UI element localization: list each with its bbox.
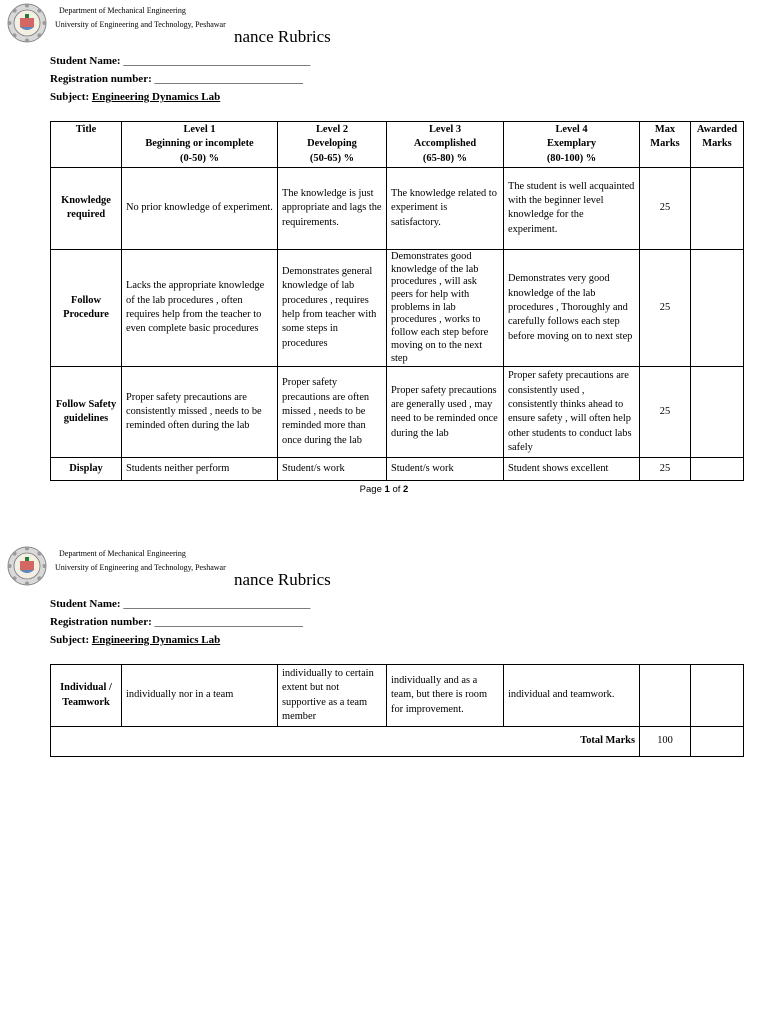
row-awarded-marks[interactable]: [691, 665, 744, 727]
registration-label: Registration number:: [50, 616, 152, 628]
university-logo: [7, 3, 47, 43]
row-level-1: Proper safety precautions are consistently missed , needs to be reminded often during the lab: [122, 367, 278, 458]
row-awarded-marks[interactable]: [691, 458, 744, 481]
total-marks-value: 100: [640, 727, 691, 757]
department-name: Department of Mechanical Engineering: [59, 549, 186, 558]
page-2: [0, 543, 768, 783]
subject-value: Engineering Dynamics Lab: [91, 634, 221, 646]
university-logo: [7, 546, 47, 586]
page-footer: [0, 484, 768, 495]
rubric-table: [50, 121, 744, 481]
page-current: 1: [384, 484, 390, 495]
header-level-3: [387, 122, 504, 168]
row-level-4: Student shows excellent: [504, 458, 640, 481]
student-name-field: [50, 597, 310, 611]
level-1-name: Level 1: [183, 124, 216, 135]
header-awarded-marks: Awarded Marks: [691, 122, 744, 168]
header-row: [51, 122, 744, 168]
row-level-1: Students neither perform: [122, 458, 278, 481]
university-name: University of Engineering and Technology, Peshawar: [55, 563, 226, 572]
header-level-2: [278, 122, 387, 168]
student-name-label: Student Name:: [50, 598, 121, 610]
registration-field: [50, 615, 303, 629]
row-level-1: individually nor in a team: [122, 665, 278, 727]
level-3-name: Level 3: [428, 124, 462, 135]
registration-blank: ___________________________: [154, 616, 303, 628]
row-level-2: Proper safety precautions are often missed , needs to be reminded more than once during the lab: [278, 367, 387, 458]
total-row: [51, 727, 744, 757]
row-level-1: No prior knowledge of experiment.: [122, 167, 278, 249]
table-row: [51, 367, 744, 458]
level-1-range: (0-50) %: [180, 152, 219, 164]
subject-label: Subject:: [50, 634, 90, 646]
row-title: Display: [51, 458, 122, 481]
table-row: [51, 458, 744, 481]
row-max-marks: 25: [640, 367, 691, 458]
row-level-1: Lacks the appropriate knowledge of the lab procedures , often requires help from the teacher to even complete basic procedures: [122, 249, 278, 366]
row-level-3: individually and as a team, but there is room for improvement.: [387, 665, 504, 727]
subject-field: [50, 633, 220, 647]
level-3-desc: Accomplished: [413, 138, 477, 150]
row-level-3: The knowledge related to experiment is satisfactory.: [387, 167, 504, 249]
row-level-2: individually to certain extent but not supportive as a team member: [278, 665, 387, 727]
student-name-blank: __________________________________: [123, 598, 311, 610]
level-4-desc: Exemplary: [546, 138, 597, 150]
department-name: Department of Mechanical Engineering: [59, 6, 186, 15]
level-3-range: (65-80) %: [422, 152, 468, 164]
level-2-desc: Developing: [307, 138, 357, 150]
row-level-4: individual and teamwork.: [504, 665, 640, 727]
subject-value: Engineering Dynamics Lab: [91, 91, 221, 103]
page-1: [0, 0, 768, 500]
page-title: nance Rubrics: [234, 570, 331, 589]
row-max-marks: 25: [640, 249, 691, 366]
row-title: Follow Safety guidelines: [51, 367, 122, 458]
row-awarded-marks[interactable]: [691, 167, 744, 249]
table-row: [51, 249, 744, 366]
row-max-marks: [640, 665, 691, 727]
of-word: of: [392, 484, 401, 495]
page-word: Page: [359, 484, 382, 495]
registration-label: Registration number:: [50, 73, 152, 85]
row-level-4: Proper safety precautions are consistently used , consistently thinks ahead to ensure safety , will often help other students to conduct labs safely: [504, 367, 640, 458]
header-title: Title: [51, 122, 122, 168]
student-name-label: Student Name:: [50, 55, 121, 67]
level-2-range: (50-65) %: [309, 152, 355, 164]
subject-label: Subject:: [50, 91, 90, 103]
row-awarded-marks[interactable]: [691, 249, 744, 366]
row-level-3: Demonstrates good knowledge of the lab procedures , will ask peers for help with problems in lab procedures , works to follow each step before moving on to the next step: [387, 249, 504, 366]
row-level-3: Student/s work: [387, 458, 504, 481]
level-1-desc: Beginning or incomplete: [145, 138, 254, 150]
row-max-marks: 25: [640, 167, 691, 249]
rubric-table-continued: [50, 664, 744, 757]
header-max-marks: Max Marks: [640, 122, 691, 168]
row-level-4: Demonstrates very good knowledge of the lab procedures , Thoroughly and carefully follows each step before moving on to next step: [504, 249, 640, 366]
page-total: 2: [403, 484, 409, 495]
subject-field: [50, 90, 220, 104]
table-row: [51, 167, 744, 249]
row-level-2: Demonstrates general knowledge of lab procedures , requires help from teacher with some steps in procedures: [278, 249, 387, 366]
level-4-name: Level 4: [555, 124, 588, 135]
university-name: University of Engineering and Technology, Peshawar: [55, 20, 226, 29]
table-row: [51, 665, 744, 727]
student-name-field: [50, 54, 310, 68]
row-title: Follow Procedure: [51, 249, 122, 366]
registration-field: [50, 72, 303, 86]
header-level-1: [122, 122, 278, 168]
total-awarded-marks[interactable]: [691, 727, 744, 757]
level-4-range: (80-100) %: [546, 152, 597, 164]
level-2-name: Level 2: [315, 124, 349, 135]
registration-blank: ___________________________: [154, 73, 303, 85]
total-marks-label: Total Marks: [51, 727, 640, 757]
row-level-2: The knowledge is just appropriate and lags the requirements.: [278, 167, 387, 249]
row-level-3: Proper safety precautions are generally used , may need to be reminded once during the lab: [387, 367, 504, 458]
row-max-marks: 25: [640, 458, 691, 481]
row-title: Knowledge required: [51, 167, 122, 249]
row-title: Individual / Teamwork: [51, 665, 122, 727]
row-level-2: Student/s work: [278, 458, 387, 481]
header-level-4: [504, 122, 640, 168]
row-awarded-marks[interactable]: [691, 367, 744, 458]
student-name-blank: __________________________________: [123, 55, 311, 67]
row-level-4: The student is well acquainted with the beginner level knowledge for the experiment.: [504, 167, 640, 249]
page-title: nance Rubrics: [234, 27, 331, 46]
